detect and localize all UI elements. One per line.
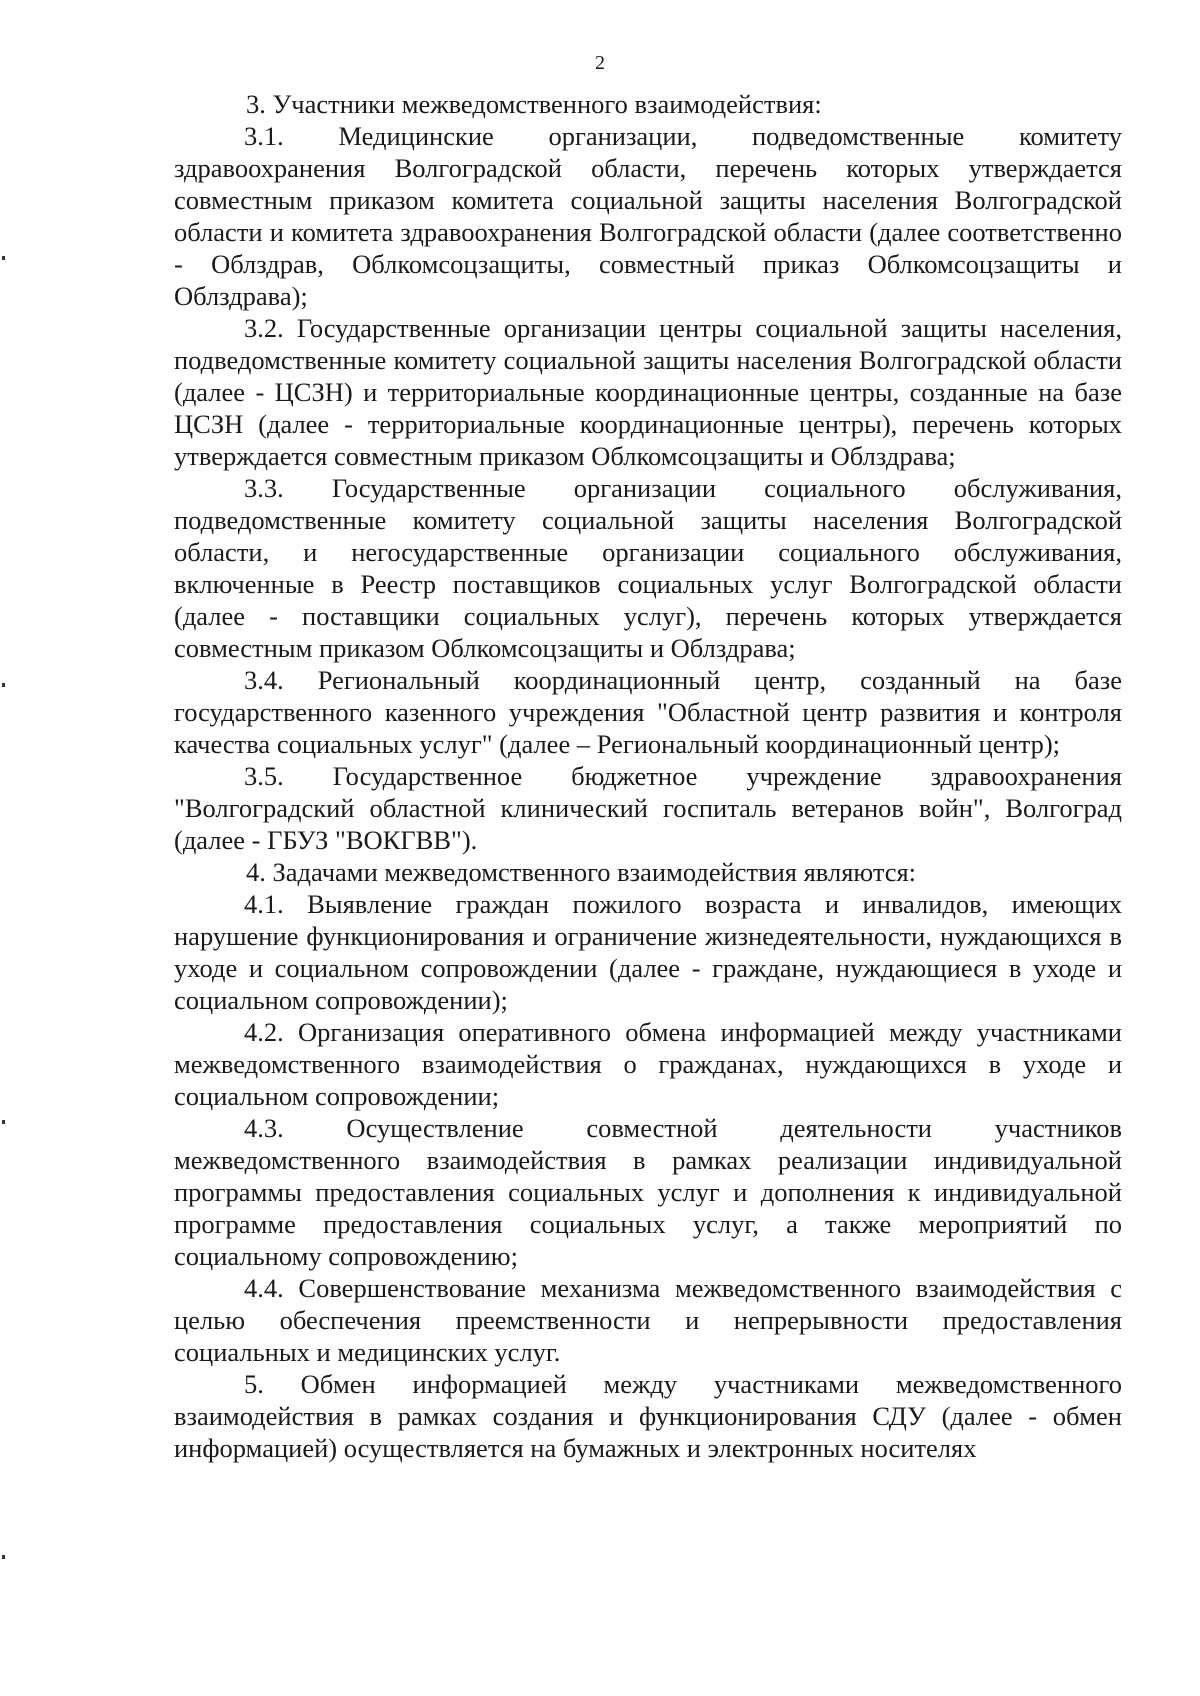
scan-artifact (2, 683, 5, 687)
paragraph-3-2: 3.2. Государственные организации центры социальной защиты населения, подведомственные комитету социальной защиты населения Волгоградской области (далее - ЦСЗН) и территориальные координационные центры, созданные на базе ЦСЗН (далее - территориальные координационные центры), перечень которых утверждается совместным приказом Облкомсоцзащиты и Облздрава; (174, 313, 1122, 471)
paragraph-4-1: 4.1. Выявление граждан пожилого возраста и инвалидов, имеющих нарушение функционирования и ограничение жизнедеятельности, нуждающихся в уходе и социальном сопровождении (далее - граждане, нуждающиеся в уходе и социальном сопровождении); (174, 889, 1122, 1015)
paragraph-3-3: 3.3. Государственные организации социального обслуживания, подведомственные комитету социальной защиты населения Волгоградской области, и негосударственные организации социального обслуживания, включенные в Реестр поставщиков социальных услуг Волгоградской области (далее - поставщики социальных услуг), перечень которых утверждается совместным приказом Облкомсоцзащиты и Облздрава; (174, 473, 1122, 663)
scan-artifact (2, 256, 5, 260)
page-number: 2 (595, 52, 605, 74)
scan-artifact (2, 1120, 5, 1124)
document-body (174, 88, 1122, 1464)
section-4-heading: 4. Задачами межведомственного взаимодействия являются: (246, 857, 917, 887)
paragraph-3-5: 3.5. Государственное бюджетное учреждение здравоохранения "Волгоградский областной клинический госпиталь ветеранов войн", Волгоград (далее - ГБУЗ "ВОКГВВ"). (174, 761, 1122, 855)
paragraph-5: 5. Обмен информацией между участниками межведомственного взаимодействия в рамках создания и функционирования СДУ (далее - обмен информацией) осуществляется на бумажных и электронных носителях (174, 1369, 1122, 1463)
paragraph-4-2: 4.2. Организация оперативного обмена информацией между участниками межведомственного взаимодействия о гражданах, нуждающихся в уходе и социальном сопровождении; (174, 1017, 1122, 1111)
section-3-heading: 3. Участники межведомственного взаимодействия: (246, 89, 822, 119)
scan-artifact (2, 1555, 5, 1559)
paragraph-4-3: 4.3. Осуществление совместной деятельности участников межведомственного взаимодействия в рамках реализации индивидуальной программы предоставления социальных услуг и дополнения к индивидуальной программе предоставления социальных услуг, а также мероприятий по социальному сопровождению; (174, 1113, 1122, 1271)
paragraph-4-4: 4.4. Совершенствование механизма межведомственного взаимодействия с целью обеспечения преемственности и непрерывности предоставления социальных и медицинских услуг. (174, 1273, 1122, 1367)
paragraph-3-1: 3.1. Медицинские организации, подведомственные комитету здравоохранения Волгоградской области, перечень которых утверждается совместным приказом комитета социальной защиты населения Волгоградской области и комитета здравоохранения Волгоградской области (далее соответственно - Облздрав, Облкомсоцзащиты, совместный приказ Облкомсоцзащиты и Облздрава); (174, 121, 1122, 311)
paragraph-3-4: 3.4. Региональный координационный центр, созданный на базе государственного казенного учреждения "Областной центр развития и контроля качества социальных услуг" (далее – Региональный координационный центр); (174, 665, 1122, 759)
